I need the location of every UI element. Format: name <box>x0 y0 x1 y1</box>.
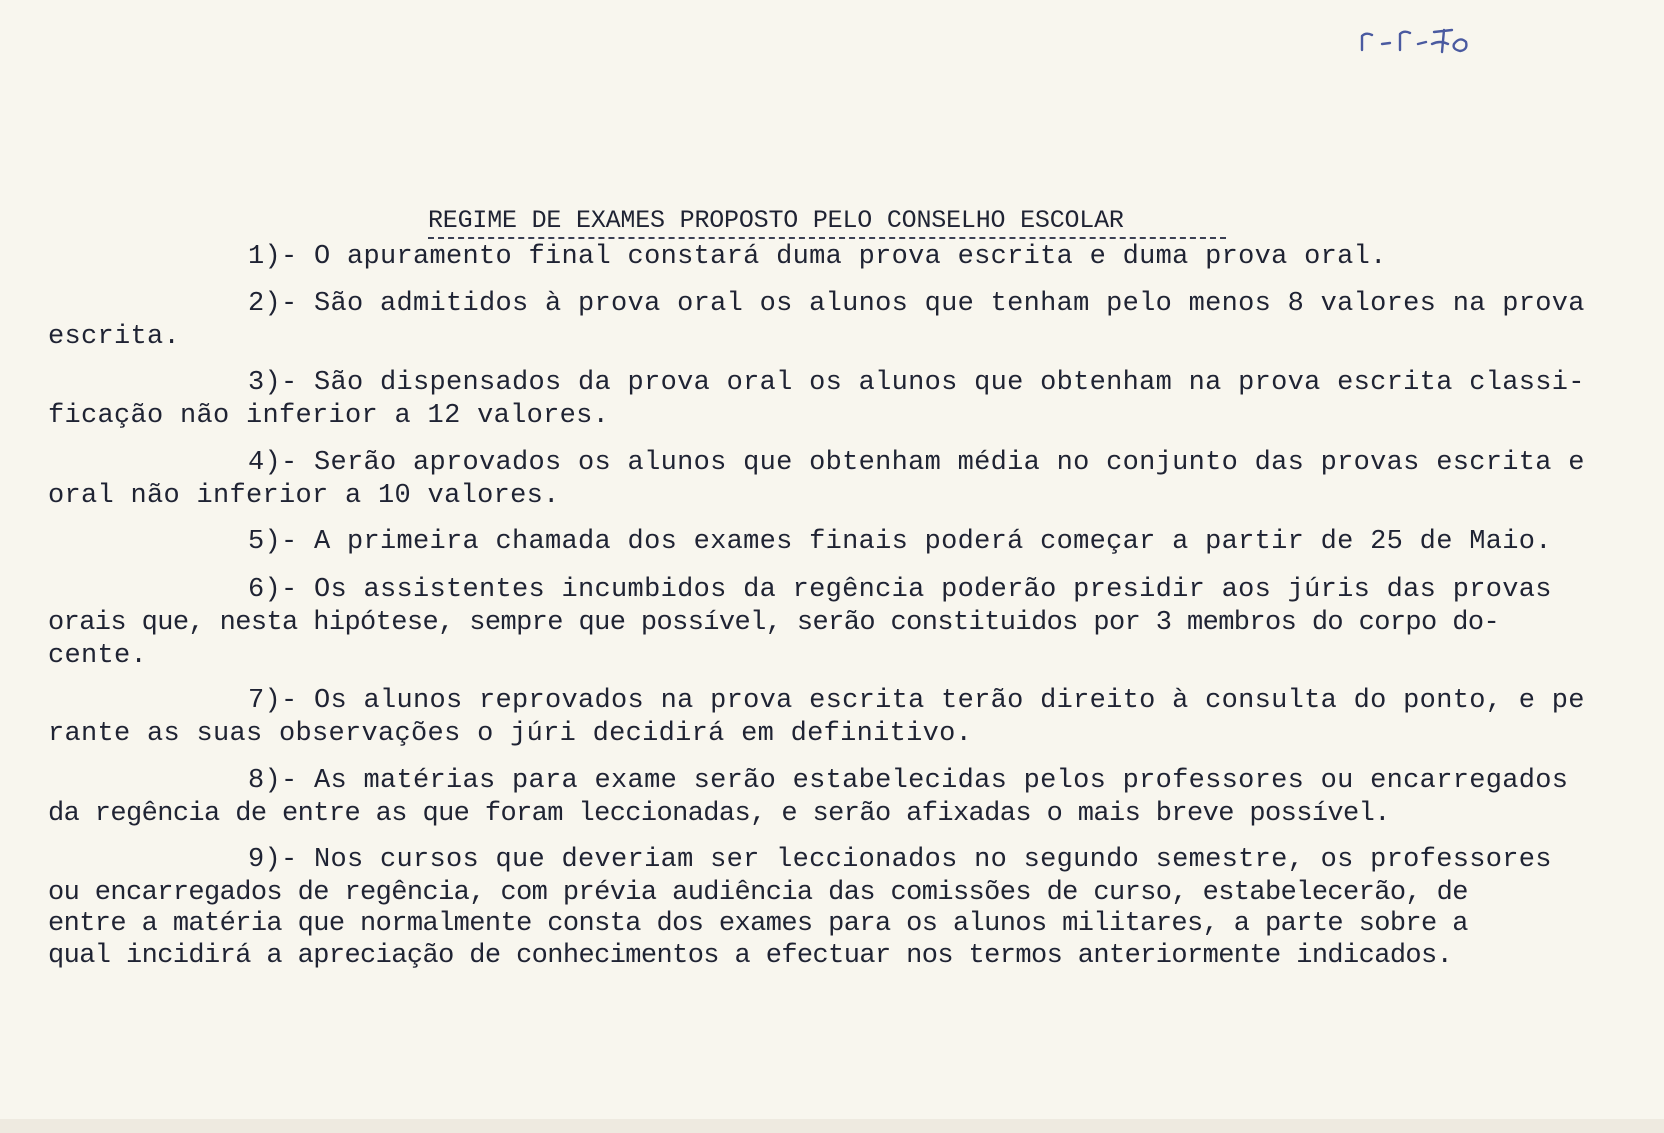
item-9-line-4: qual incidirá a apreciação de conhecimentos a efectuar nos termos anteriormente indicados. <box>48 941 1453 971</box>
handwritten-date <box>1356 18 1486 58</box>
item-9-line-1: 9)- Nos cursos que deveriam ser leccionados no segundo semestre, os professores <box>248 845 1552 875</box>
item-9-line-2: ou encarregados de regência, com prévia audiência das comissões de curso, estabelecerão, de <box>48 878 1468 908</box>
item-6-line-3: cente. <box>48 641 148 671</box>
item-4-line-2: oral não inferior a 10 valores. <box>48 481 560 511</box>
item-7-line-2: rante as suas observações o júri decidirá em definitivo. <box>48 719 973 749</box>
item-8-line-2: da regência de entre as que foram leccionadas, e serão afixadas o mais breve possível. <box>48 799 1390 829</box>
item-4-line-1: 4)- Serão aprovados os alunos que obtenham média no conjunto das provas escrita e <box>248 448 1585 478</box>
paper-bottom-edge <box>0 1119 1664 1133</box>
item-2-line-1: 2)- São admitidos à prova oral os alunos que tenham pelo menos 8 valores na prova <box>248 289 1585 319</box>
item-5-line-1: 5)- A primeira chamada dos exames finais poderá começar a partir de 25 de Maio. <box>248 527 1552 557</box>
item-3-line-1: 3)- São dispensados da prova oral os alunos que obtenham na prova escrita classi- <box>248 368 1585 398</box>
item-1-line-1: 1)- O apuramento final constará duma prova escrita e duma prova oral. <box>248 242 1387 272</box>
item-2-line-2: escrita. <box>48 322 181 352</box>
document-title: REGIME DE EXAMES PROPOSTO PELO CONSELHO ESCOLAR <box>428 206 1124 235</box>
item-6-line-2: orais que, nesta hipótese, sempre que possível, serão constituidos por 3 membros do corpo do- <box>48 608 1500 638</box>
title-underline <box>428 237 1226 239</box>
item-6-line-1: 6)- Os assistentes incumbidos da regência poderão presidir aos júris das provas <box>248 575 1552 605</box>
item-8-line-1: 8)- As matérias para exame serão estabelecidas pelos professores ou encarregados <box>248 766 1569 796</box>
item-3-line-2: ficação não inferior a 12 valores. <box>48 401 610 431</box>
item-9-line-3: entre a matéria que normalmente consta dos exames para os alunos militares, a parte sobre a <box>48 909 1468 939</box>
item-7-line-1: 7)- Os alunos reprovados na prova escrita terão direito à consulta do ponto, e pe <box>248 686 1585 716</box>
